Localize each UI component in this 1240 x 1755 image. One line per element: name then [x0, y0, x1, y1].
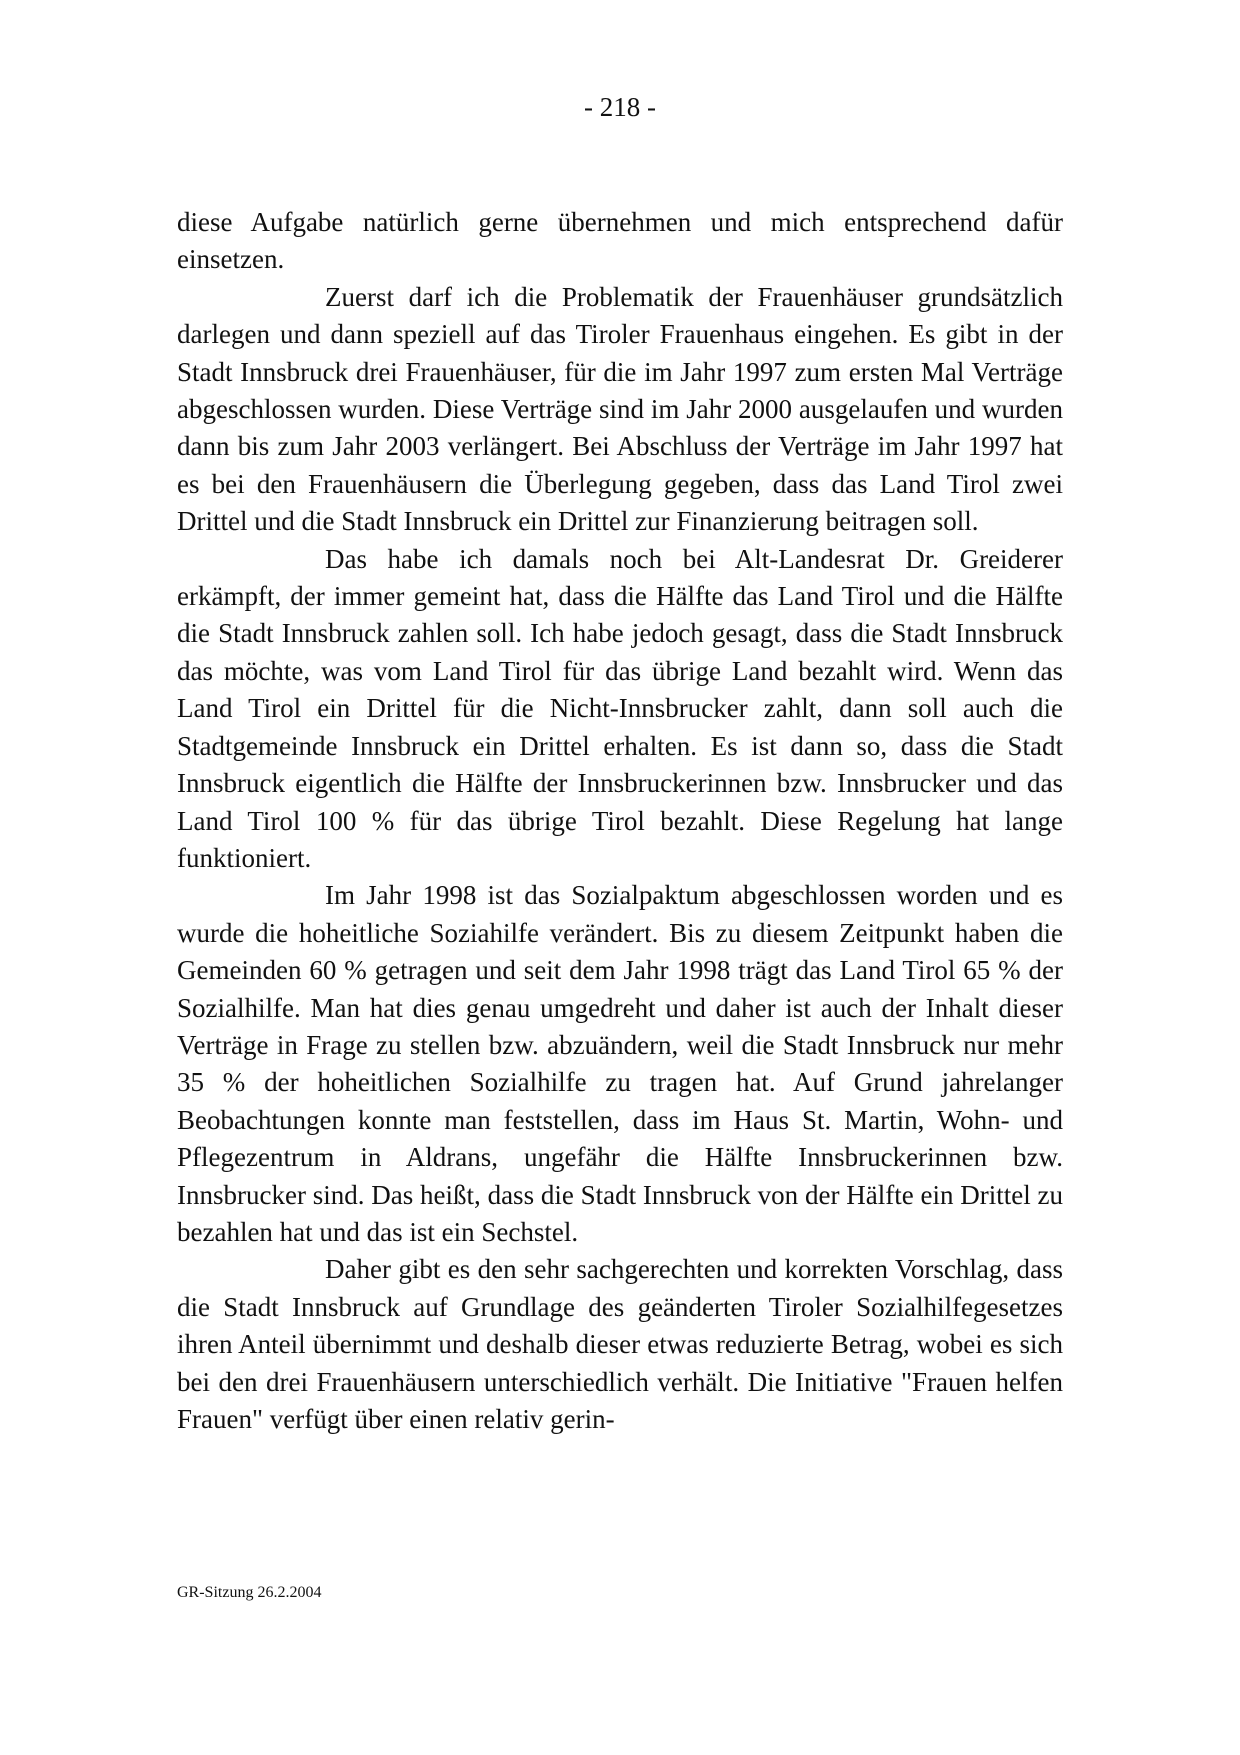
paragraph-sozialpaktum: Im Jahr 1998 ist das Sozialpaktum abgeschlossen worden und es wurde die hoheitliche Soziahilfe verändert. Bis zu diesem Zeitpunkt haben die Gemeinden 60 % getragen und seit dem Jahr 1998 trägt das Land Tirol 65 % der Sozialhilfe. Man hat dies genau umgedreht und daher ist auch der Inhalt dieser Verträge in Frage zu stellen bzw. abzuändern, weil die Stadt Innsbruck nur mehr 35 % der hoheitlichen Sozialhilfe zu tragen hat. Auf Grund jahrelanger Beobachtungen konnte man feststellen, dass im Haus St. Martin, Wohn- und Pflegezentrum in Aldrans, ungefähr die Hälfte Innsbruckerinnen bzw. Innsbrucker sind. Das heißt, dass die Stadt Innsbruck von der Hälfte ein Drittel zu bezahlen hat und das ist ein Sechstel.	[177, 880, 1063, 1247]
paragraph-frauenhaeuser: Zuerst darf ich die Problematik der Frauenhäuser grundsätzlich darlegen und dann speziell auf das Tiroler Frauenhaus eingehen. Es gibt in der Stadt Innsbruck drei Frauenhäuser, für die im Jahr 1997 zum ersten Mal Verträge abgeschlossen wurden. Diese Verträge sind im Jahr 2000 ausgelaufen und wurden dann bis zum Jahr 2003 verlängert. Bei Abschluss der Verträge im Jahr 1997 hat es bei den Frauenhäusern die Überlegung gegeben, dass das Land Tirol zwei Drittel und die Stadt Innsbruck ein Drittel zur Finanzierung beitragen soll.	[177, 281, 1063, 537]
paragraph-vorschlag: Daher gibt es den sehr sachgerechten und korrekten Vorschlag, dass die Stadt Innsbruck auf Grundlage des geänderten Tiroler Sozialhilfegesetzes ihren Anteil übernimmt und deshalb dieser etwas reduzierte Betrag, wobei es sich bei den drei Frauenhäusern unterschiedlich verhält. Die Initiative "Frauen helfen Frauen" verfügt über einen relativ gerin-	[177, 1254, 1063, 1434]
body-text	[177, 204, 1063, 1438]
footer-session-date: GR-Sitzung 26.2.2004	[177, 1584, 322, 1601]
paragraph-continuation: diese Aufgabe natürlich gerne übernehmen und mich entsprechend dafür einsetzen.	[177, 207, 1063, 275]
paragraph-greiderer: Das habe ich damals noch bei Alt-Landesrat Dr. Greiderer erkämpft, der immer gemeint hat, dass die Hälfte das Land Tirol und die Hälfte die Stadt Innsbruck zahlen soll. Ich habe jedoch gesagt, dass die Stadt Innsbruck das möchte, was vom Land Tirol für das übrige Land bezahlt wird. Wenn das Land Tirol ein Drittel für die Nicht-Innsbrucker zahlt, dann soll auch die Stadtgemeinde Innsbruck ein Drittel erhalten. Es ist dann so, dass die Stadt Innsbruck eigentlich die Hälfte der Innsbruckerinnen bzw. Innsbrucker und das Land Tirol 100 % für das übrige Tirol bezahlt. Diese Regelung hat lange funktioniert.	[177, 543, 1063, 873]
page-number: - 218 -	[584, 92, 656, 122]
